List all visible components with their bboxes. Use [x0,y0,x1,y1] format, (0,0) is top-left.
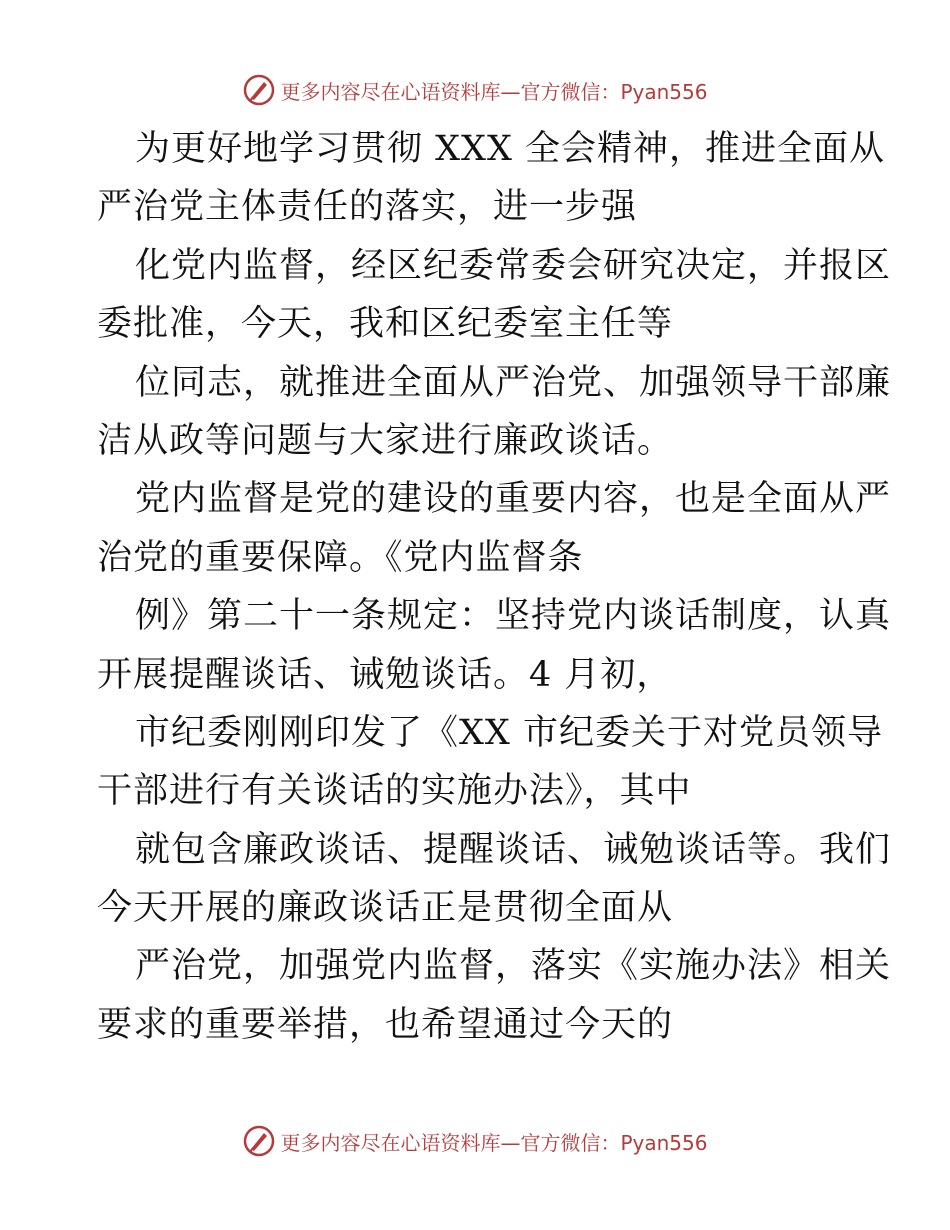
text-line: 为更好地学习贯彻 XXX 全会精神，推进全面从 [135,129,886,169]
text-line: 位同志，就推进全面从严治党、加强领导干部廉 [135,362,892,403]
quill-logo-icon [242,73,276,107]
header-banner [0,70,950,110]
text-line: 委批准，今天，我和区纪委室主任等 [97,304,674,345]
text-line: 干部进行有关谈话的实施办法》，其中 [97,771,692,812]
text-line: 治党的重要保障。《党内监督条 [97,537,584,578]
text-line: 党内监督是党的建设的重要内容，也是全面从严 [135,479,892,520]
text-line: 就包含廉政谈话、提醒谈话、诫勉谈话等。我们 [135,829,892,870]
text-line: 市纪委刚刚印发了《XX 市纪委关于对党员领导 [135,712,883,753]
text-line: 要求的重要举措，也希望通过今天的 [97,1004,674,1045]
document-body [97,120,892,1054]
text-line: 今天开展的廉政谈话正是贯彻全面从 [97,888,674,929]
text-line: 严治党主体责任的落实，进一步强 [97,187,638,228]
text-line: 开展提醒谈话、诫勉谈话。4 月初， [97,654,673,695]
text-line: 化党内监督，经区纪委常委会研究决定，并报区 [135,245,892,286]
quill-logo-icon [242,1124,276,1158]
footer-banner [0,1121,950,1161]
footer-ad-text: 更多内容尽在心语资料库—官方微信：Pyan556 [280,1130,708,1155]
header-ad-text: 更多内容尽在心语资料库—官方微信：Pyan556 [280,79,708,104]
text-line: 洁从政等问题与大家进行廉政谈话。 [97,420,674,461]
text-line: 例》第二十一条规定：坚持党内谈话制度，认真 [135,596,892,637]
text-line: 严治党，加强党内监督，落实《实施办法》相关 [135,946,892,987]
